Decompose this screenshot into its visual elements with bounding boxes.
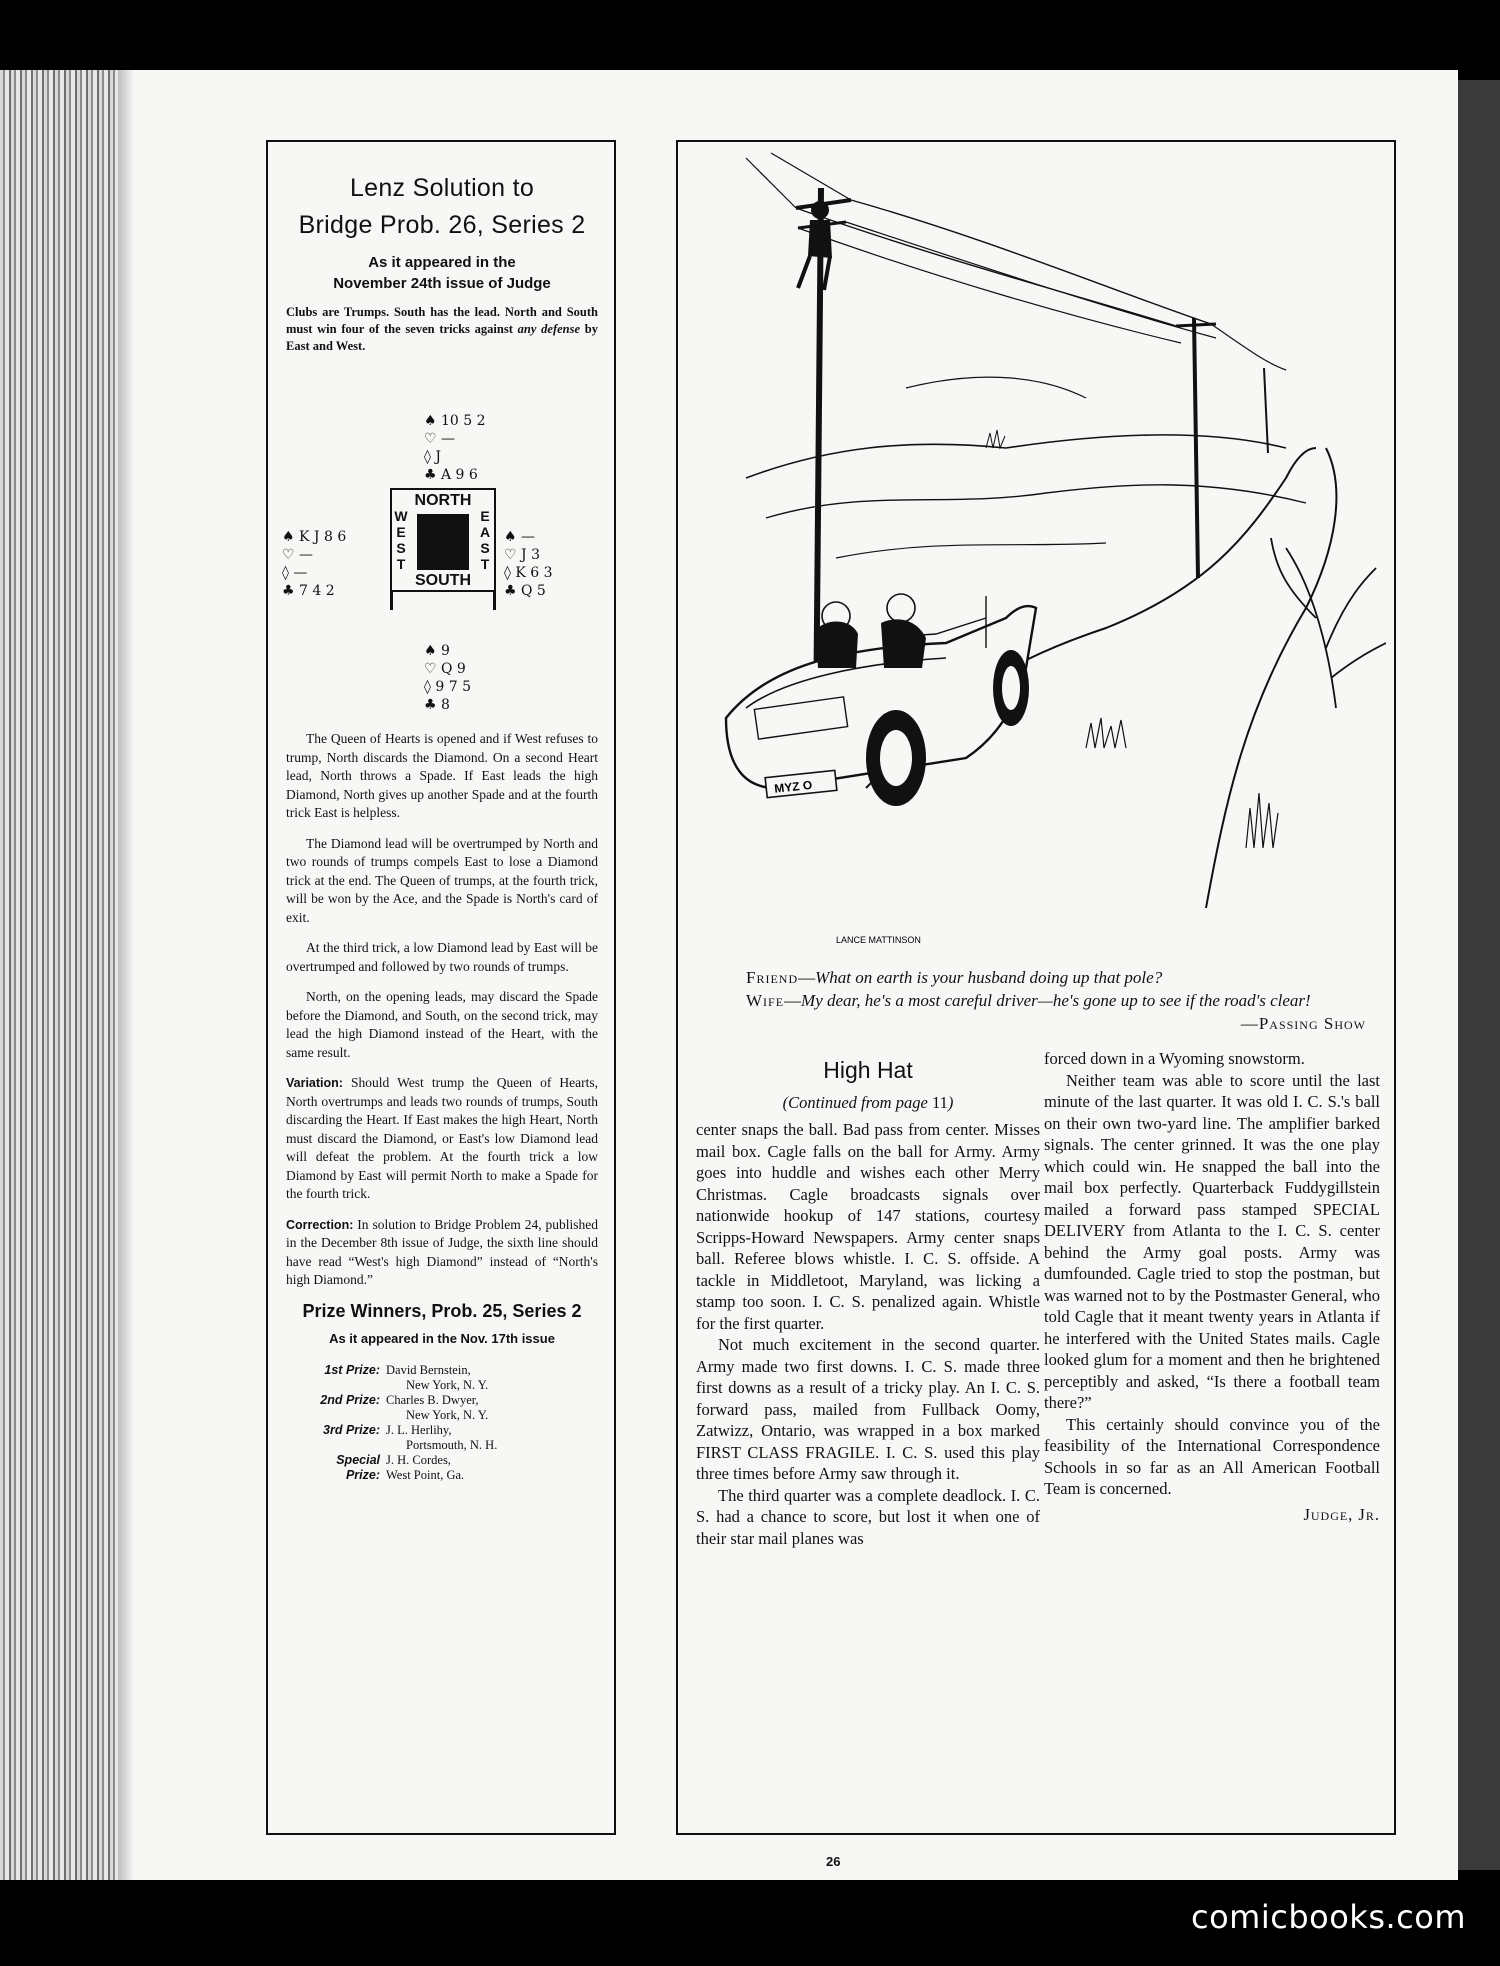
compass-east-label: E A S T [479, 508, 491, 572]
compass-west-label: W E S T [394, 508, 408, 572]
south-hand: ♠ 9 ♡ Q 9 ◊ 9 7 5 ♣ 8 [424, 643, 471, 713]
bridge-subtitle-line1: As it appeared in the [368, 254, 516, 271]
caption-friend-line: Friend—What on earth is your husband doing up that pole? [746, 968, 1163, 987]
page-gutter-shadow [118, 70, 134, 1885]
prize-label: 2nd Prize: [320, 1392, 380, 1407]
bridge-title-line2: Bridge Prob. 26, Series 2 [298, 211, 586, 239]
cartoon-illustration [686, 148, 1386, 958]
story-paragraph: Neither team was able to score until the last minute of the last quarter. It was old I. C. S.'s ball on their own two-yard line. The amplifier barked signals. The center grinned. It was the one play which could win. He snapped the ball into the mail box perfectly. Quarterback Fuddygillstein mailed a forward pass stamped SPECIAL DELIVERY from Atlanta to the I. C. S. center behind the Army goal posts. Army was dumfounded. Cagle tried to stop the postman, but was warned not to by the Postmaster General, who told Cagle that it meant twenty years in Atlanta if he interfered with the United States mails. Cagle looked glum for a moment and then he brightened perceptibly and asked, “Is there a football team there?” [1044, 1070, 1380, 1412]
prize-winner [386, 1393, 503, 1423]
bridge-correction [286, 1216, 598, 1290]
site-watermark: comicbooks.com [1190, 1898, 1466, 1936]
continued-page-number: 11 [931, 1092, 948, 1112]
bridge-subtitle [286, 252, 598, 294]
table-leg [493, 590, 496, 610]
prize-label: 1st Prize: [324, 1362, 380, 1377]
page-number: 26 [826, 1854, 841, 1869]
north-hand: ♠ 10 5 2 ♡ — ◊ J ♣ A 9 6 [424, 413, 486, 483]
bridge-rules-text: Clubs are Trumps. South has the lead. North and South must win four of the seven tricks against [286, 305, 598, 336]
cartoon-and-story-box [676, 140, 1396, 1835]
compass-south-label: SOUTH [415, 572, 471, 589]
caption-source: —Passing Show [1240, 1014, 1366, 1033]
story-paragraph: Not much excitement in the second quarter. Army made two first downs. I. C. S. made three first downs as a result of a tricky play. An I. C. S. forward pass, mailed from Fullback Oomy, Zatwizz, Ontario, was wrapped in a box marked FIRST CLASS FRAGILE. I. C. S. used this play three times before Army saw through it. [696, 1335, 1040, 1483]
story-paragraph: forced down in a Wyoming snowstorm. [1044, 1049, 1305, 1068]
correction-label: Correction: [286, 1217, 354, 1232]
bridge-rules-emphasis: any defense [517, 322, 581, 336]
winner-place: West Point, Ga. [386, 1467, 465, 1482]
prize-winner [386, 1363, 503, 1393]
bridge-title-line1: Lenz Solution to [349, 174, 535, 202]
bridge-paragraph: North, on the opening leads, may discard the Spade before the Diamond, and South, on the second trick, may lead the high Diamond instead of the Heart, with the same result. [286, 989, 598, 1060]
story-signature: Judge, Jr. [1303, 1504, 1380, 1524]
bridge-rules [286, 304, 598, 355]
west-hand: ♠ K J 8 6 ♡ — ◊ — ♣ 7 4 2 [282, 529, 347, 599]
prize-winner [386, 1423, 503, 1453]
prize-row [308, 1453, 503, 1483]
book-binding-right [1458, 80, 1500, 1870]
prize-row [308, 1423, 503, 1453]
bridge-rules-text-end: by East and West. [286, 322, 598, 353]
friend-label: Friend [746, 968, 799, 987]
bridge-paragraph: At the third trick, a low Diamond lead by East will be overtrumped and followed by two rounds of trumps. [286, 940, 598, 974]
prize-winner [386, 1453, 503, 1483]
scan-top-border [0, 0, 1500, 78]
prize-winners-subtitle: As it appeared in the Nov. 17th issue [329, 1331, 555, 1346]
bridge-paragraph: The Diamond lead will be overtrumped by North and two rounds of trumps compels East to lose a Diamond trick at the end. The Queen of trumps, at the fourth trick, will be won by the Ace, and the Spade is North's card of exit. [286, 835, 598, 925]
winner-name: Charles B. Dwyer, [386, 1392, 479, 1407]
bridge-table-diagram [390, 488, 496, 592]
prize-label: 3rd Prize: [323, 1422, 380, 1437]
caption-wife-line: Wife—My dear, he's a most careful driver—he's gone up to see if the road's clear! —Passing Show [746, 991, 1366, 1033]
continued-text: Continued from page [788, 1092, 928, 1112]
prize-winners-table [308, 1363, 503, 1483]
east-hand: ♠ — ♡ J 3 ◊ K 6 3 ♣ Q 5 [504, 529, 553, 599]
winner-place: New York, N. Y. [406, 1377, 489, 1392]
bridge-explanation [286, 730, 598, 1483]
bridge-subtitle-line2: November 24th issue of Judge [333, 275, 551, 292]
winner-name: David Bernstein, [386, 1362, 471, 1377]
story-column-2 [1044, 1048, 1380, 1525]
wife-label: Wife [746, 991, 785, 1010]
bridge-variation [286, 1074, 598, 1204]
cartoon-caption [746, 966, 1366, 1035]
bridge-title [286, 170, 598, 244]
table-leg [390, 590, 393, 610]
winner-name: J. H. Cordes, [386, 1452, 451, 1467]
story-title: High Hat [823, 1057, 913, 1083]
story-continued-note: (Continued from page 11) [782, 1092, 954, 1112]
correction-text: In solution to Bridge Problem 24, published in the December 8th issue of Judge, the sixth line should have read “West's high Diamond” instead of “North's high Diamond.” [286, 1216, 598, 1287]
compass-north-label: NORTH [414, 492, 472, 509]
prize-row [308, 1393, 503, 1423]
story-paragraph: This certainly should convince you of the feasibility of the International Correspondence Schools in so far as an All American Football Team is concerned. [1044, 1414, 1380, 1498]
prize-row [308, 1363, 503, 1393]
license-plate-text: MYZ O [773, 777, 813, 796]
winner-place: New York, N. Y. [406, 1407, 489, 1422]
wife-text: My dear, he's a most careful driver—he's gone up to see if the road's clear! [801, 991, 1311, 1010]
story-column-1 [696, 1057, 1040, 1549]
winner-place: Portsmouth, N. H. [406, 1437, 498, 1452]
variation-text: Should West trump the Queen of Hearts, North overtrumps and leads two rounds of trumps, South discarding the Heart. If East makes the high Heart, North must discard the Diamond, or East's low Diamond lead will defeat the problem. At the fourth trick a low Diamond by East will permit North to make a Spade for the fourth trick. [286, 1075, 598, 1201]
artist-signature: LANCE MATTINSON [836, 935, 921, 945]
bridge-solution-box [266, 140, 616, 1835]
prize-label: Special Prize: [336, 1452, 380, 1482]
story-paragraph: The third quarter was a complete deadlock. I. C. S. had a chance to score, but lost it when one of their star mail planes was [696, 1485, 1040, 1548]
table-top [417, 514, 469, 570]
variation-label: Variation: [286, 1076, 343, 1090]
winner-name: J. L. Herlihy, [386, 1422, 452, 1437]
prize-winners-title: Prize Winners, Prob. 25, Series 2 [302, 1300, 582, 1321]
bridge-paragraph: The Queen of Hearts is opened and if West refuses to trump, North discards the Diamond. On a second Heart lead, North throws a Spade. If East leads the high Diamond, North gives up another Spade and at the fourth trick East is helpless. [286, 731, 598, 820]
story-paragraph: center snaps the ball. Bad pass from center. Misses mail box. Cagle falls on the ball for Army. Army goes into huddle and wishes each other Merry Christmas. Cagle broadcasts signals over nationwide hookup of 147 stations, courtesy Scripps-Howard Newspapers. Army center snaps ball. Referee blows whistle. I. C. S. offside. A tackle in Middletoot, Maryland, was licking a stamp too soon. I. C. S. penalized again. Whistle for the first quarter. [696, 1120, 1040, 1333]
friend-text: What on earth is your husband doing up that pole? [815, 968, 1163, 987]
